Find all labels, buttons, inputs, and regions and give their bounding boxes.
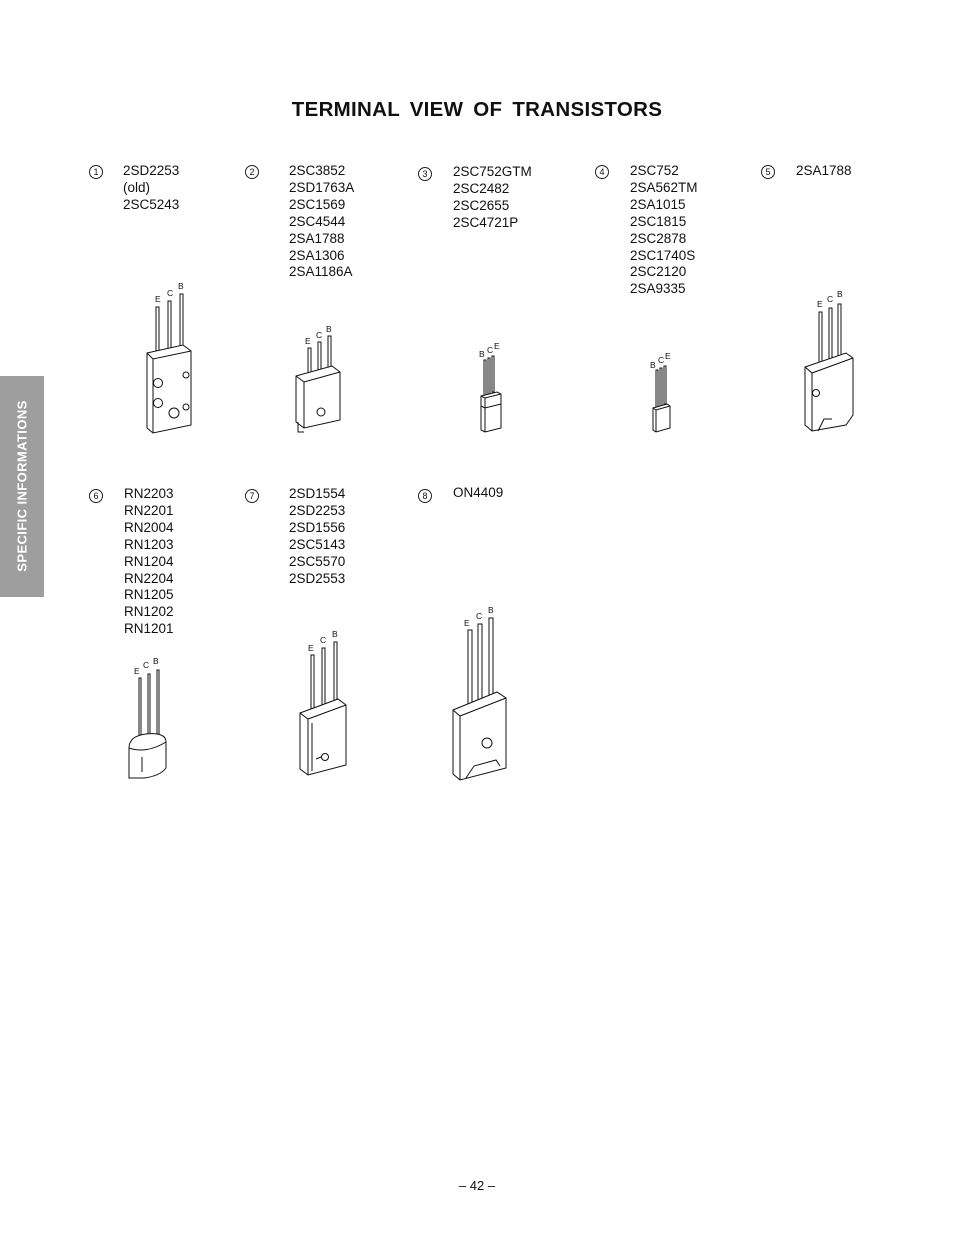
- terminal-label-b: B: [326, 324, 332, 334]
- part-number: 2SA562TM: [630, 179, 698, 195]
- terminal-label-e: E: [308, 643, 314, 653]
- section-side-tab-label: SPECIFIC INFORMATIONS: [14, 400, 30, 572]
- package-body: [129, 734, 166, 778]
- part-list: [124, 486, 174, 638]
- to3pl-package-drawing: [798, 285, 868, 440]
- group-number: 5: [761, 165, 775, 179]
- terminal-label-b: B: [479, 349, 485, 359]
- part-number: 2SC1815: [630, 213, 687, 229]
- part-number: 2SC752: [630, 163, 679, 178]
- group-number: 1: [89, 165, 103, 179]
- terminal-label-e: E: [155, 294, 161, 304]
- part-list: [630, 163, 698, 298]
- terminal-label-e: E: [494, 341, 500, 351]
- group-number: 6: [89, 489, 103, 503]
- part-list: [453, 164, 532, 232]
- group-number: 4: [595, 165, 609, 179]
- part-number: RN2203: [124, 486, 174, 501]
- part-number: 2SC4544: [289, 213, 346, 229]
- part-number: RN2201: [124, 502, 174, 518]
- part-number: RN1201: [124, 621, 174, 637]
- part-number: 2SC1740S: [630, 247, 696, 263]
- part-number: 2SD1554: [289, 486, 346, 501]
- group-number: 3: [418, 167, 432, 181]
- page-number: – 42 –: [458, 1178, 496, 1193]
- part-number: RN1205: [124, 587, 174, 603]
- part-list: [123, 163, 179, 214]
- terminal-label-e: E: [464, 618, 470, 628]
- part-number: 2SC752GTM: [453, 164, 532, 179]
- part-list: [453, 485, 503, 502]
- terminal-label-b: B: [488, 605, 494, 615]
- to220f-package-drawing: [288, 320, 358, 440]
- part-number: 2SD2253: [123, 163, 180, 178]
- part-list: [796, 163, 852, 180]
- part-number: 2SD2553: [289, 570, 346, 586]
- part-number: ON4409: [453, 485, 504, 500]
- to92-package-drawing: [643, 348, 683, 438]
- part-number: 2SC4721P: [453, 214, 519, 230]
- package-body: [453, 692, 506, 780]
- part-number: 2SC5570: [289, 553, 346, 569]
- terminal-label-b: B: [837, 289, 843, 299]
- terminal-label-c: C: [487, 345, 494, 355]
- terminal-label-c: C: [658, 355, 665, 365]
- terminal-label-c: C: [320, 635, 327, 645]
- part-number: 2SA1186A: [289, 264, 353, 280]
- to3pf-package-drawing: [292, 625, 362, 785]
- page-title: TERMINAL VIEW OF TRANSISTORS: [291, 97, 663, 121]
- terminal-label-c: C: [476, 611, 483, 621]
- part-number: 2SA9335: [630, 281, 686, 297]
- terminal-label-c: C: [316, 330, 323, 340]
- terminal-label-b: B: [153, 656, 159, 666]
- group-number: 7: [245, 489, 259, 503]
- to92mod-package-drawing: [472, 338, 512, 438]
- to3p-large-package-drawing: [446, 600, 516, 785]
- part-number: 2SC1569: [289, 196, 346, 212]
- part-number: (old): [123, 179, 151, 195]
- group-number: 8: [418, 489, 432, 503]
- part-list: [289, 486, 345, 587]
- part-number: RN1204: [124, 553, 174, 569]
- to92-round-package-drawing: [120, 652, 180, 782]
- part-number: 2SA1788: [796, 163, 852, 178]
- part-list: [289, 163, 354, 281]
- part-number: 2SA1788: [289, 230, 345, 246]
- terminal-label-b: B: [650, 360, 656, 370]
- part-number: RN1203: [124, 536, 174, 552]
- terminal-label-b: B: [178, 281, 184, 291]
- part-number: 2SC2655: [453, 197, 510, 213]
- terminal-label-e: E: [817, 299, 823, 309]
- terminal-label-c: C: [827, 294, 834, 304]
- part-number: 2SD1556: [289, 519, 346, 535]
- terminal-label-e: E: [305, 336, 311, 346]
- part-number: 2SA1015: [630, 196, 686, 212]
- part-number: RN1202: [124, 604, 174, 620]
- part-number: 2SD2253: [289, 502, 346, 518]
- part-number: 2SC5243: [123, 196, 180, 212]
- part-number: 2SC5143: [289, 536, 346, 552]
- terminal-label-e: E: [134, 666, 140, 676]
- terminal-label-c: C: [143, 660, 150, 670]
- part-number: 2SC3852: [289, 163, 346, 178]
- to3p-package-drawing: [135, 275, 205, 440]
- terminal-label-e: E: [665, 351, 671, 361]
- package-body: [147, 345, 191, 433]
- part-number: RN2204: [124, 570, 174, 586]
- section-side-tab: [0, 376, 44, 597]
- part-number: 2SC2120: [630, 264, 687, 280]
- terminal-label-c: C: [167, 288, 174, 298]
- terminal-label-b: B: [332, 629, 338, 639]
- group-number: 2: [245, 165, 259, 179]
- part-number: 2SC2878: [630, 230, 687, 246]
- part-number: 2SD1763A: [289, 179, 355, 195]
- package-body: [296, 366, 340, 428]
- part-number: RN2004: [124, 519, 174, 535]
- part-number: 2SC2482: [453, 180, 510, 196]
- package-body: [300, 699, 346, 775]
- part-number: 2SA1306: [289, 247, 345, 263]
